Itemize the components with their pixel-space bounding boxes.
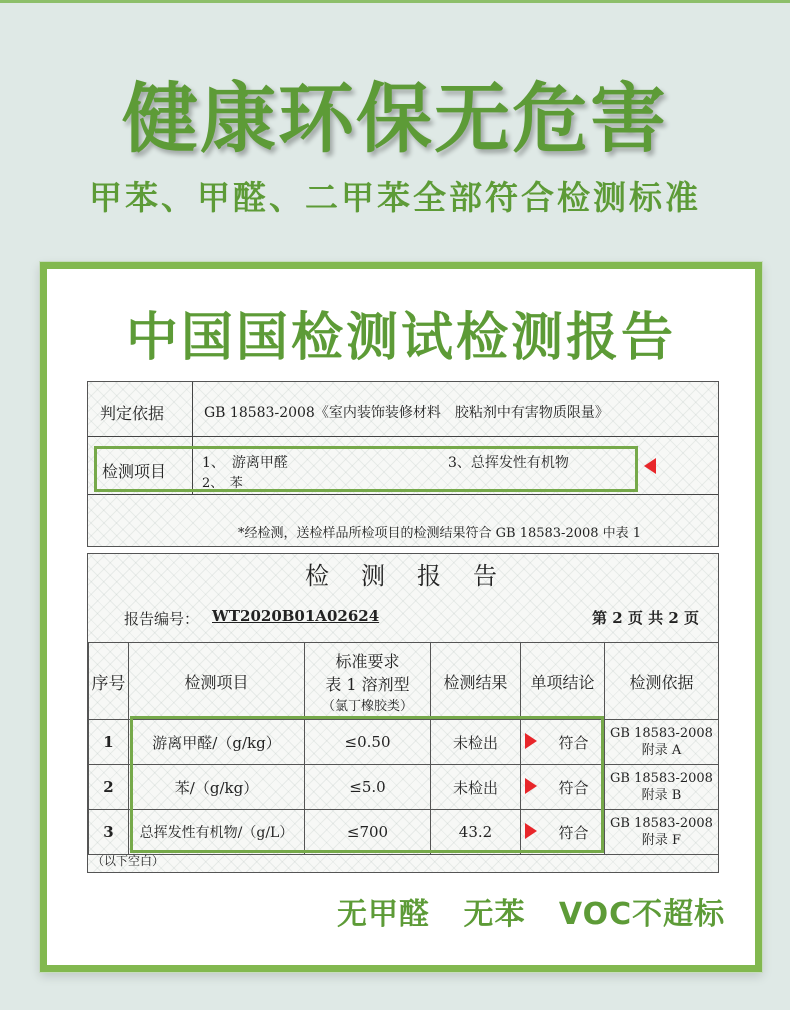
header-result: 检测结果 — [431, 643, 521, 720]
row-standard: ≤5.0 — [305, 765, 431, 810]
hero-title: 健康环保无危害 — [122, 74, 668, 163]
test-item-2: 2、 苯 — [202, 476, 243, 491]
row-standard: ≤0.50 — [305, 720, 431, 765]
header-standard-line2: 表 1 溶剂型 — [325, 674, 410, 694]
row-verdict-text: 符合 — [558, 823, 589, 842]
tag-no-formaldehyde: 无甲醛 — [337, 897, 430, 932]
row-basis-appendix: 附录 B — [641, 788, 682, 803]
row-seq: 2 — [89, 765, 129, 810]
test-items-label: 检测项目 — [102, 462, 167, 481]
report-number: WT2020B01A02624 — [212, 607, 380, 625]
red-pointer-icon — [644, 458, 656, 474]
test-item-3: 3、总挥发性有机物 — [448, 455, 569, 471]
header-standard-line3: （氯丁橡胶类） — [321, 698, 413, 714]
card-title: 中国国检测试检测报告 — [125, 308, 676, 368]
row-standard: ≤700 — [305, 810, 431, 855]
header-verdict: 单项结论 — [521, 643, 605, 720]
row-basis-standard: GB 18583-2008 — [610, 726, 713, 741]
row-basis-appendix: 附录 A — [641, 743, 682, 758]
tag-voc-compliant: VOC不超标 — [558, 897, 726, 932]
report-excerpt-basis — [87, 381, 719, 547]
row-result: 未检出 — [431, 720, 521, 765]
row-item: 总挥发性有机物/（g/L） — [129, 810, 305, 855]
test-item-1: 1、 游离甲醛 — [202, 455, 288, 471]
row-basis-appendix: 附录 F — [641, 833, 682, 848]
highlight-test-items — [94, 446, 638, 492]
basis-label: 判定依据 — [100, 404, 165, 423]
header-standard-line1: 标准要求 — [335, 651, 400, 671]
hero-subtitle: 甲苯、甲醛、二甲苯全部符合检测标准 — [89, 178, 701, 217]
blank-below-note: （以下空白） — [92, 854, 165, 868]
header-seq: 序号 — [89, 643, 129, 720]
row-basis — [605, 810, 719, 855]
row-verdict-text: 符合 — [558, 733, 589, 752]
header-standard — [305, 643, 431, 720]
row-seq: 1 — [89, 720, 129, 765]
conformity-note: *经检测，送检样品所检项目的检测结果符合 GB 18583-2008 中表 1 — [238, 526, 642, 541]
row-result: 43.2 — [431, 810, 521, 855]
row-seq: 3 — [89, 810, 129, 855]
report-excerpt-table — [87, 553, 719, 873]
top-border-line — [0, 0, 790, 3]
report-heading: 检 测 报 告 — [305, 562, 501, 590]
report-card — [40, 262, 762, 972]
page-info: 第 2 页 共 2 页 — [592, 609, 699, 627]
row-basis — [605, 765, 719, 810]
row-item: 游离甲醛/（g/kg） — [129, 720, 305, 765]
row-basis-standard: GB 18583-2008 — [610, 771, 713, 786]
tag-no-benzene: 无苯 — [463, 897, 526, 932]
row-basis-standard: GB 18583-2008 — [610, 816, 713, 831]
basis-value: GB 18583-2008《室内装饰装修材料 胶粘剂中有害物质限量》 — [204, 405, 609, 421]
header-item: 检测项目 — [129, 643, 305, 720]
row-result: 未检出 — [431, 765, 521, 810]
feature-tags — [337, 889, 747, 933]
report-number-label: 报告编号： — [124, 610, 200, 628]
row-verdict-text: 符合 — [558, 778, 589, 797]
row-basis — [605, 720, 719, 765]
table-header-row — [89, 643, 719, 720]
header-basis: 检测依据 — [605, 643, 719, 720]
row-item: 苯/（g/kg） — [129, 765, 305, 810]
highlight-results — [130, 716, 604, 853]
